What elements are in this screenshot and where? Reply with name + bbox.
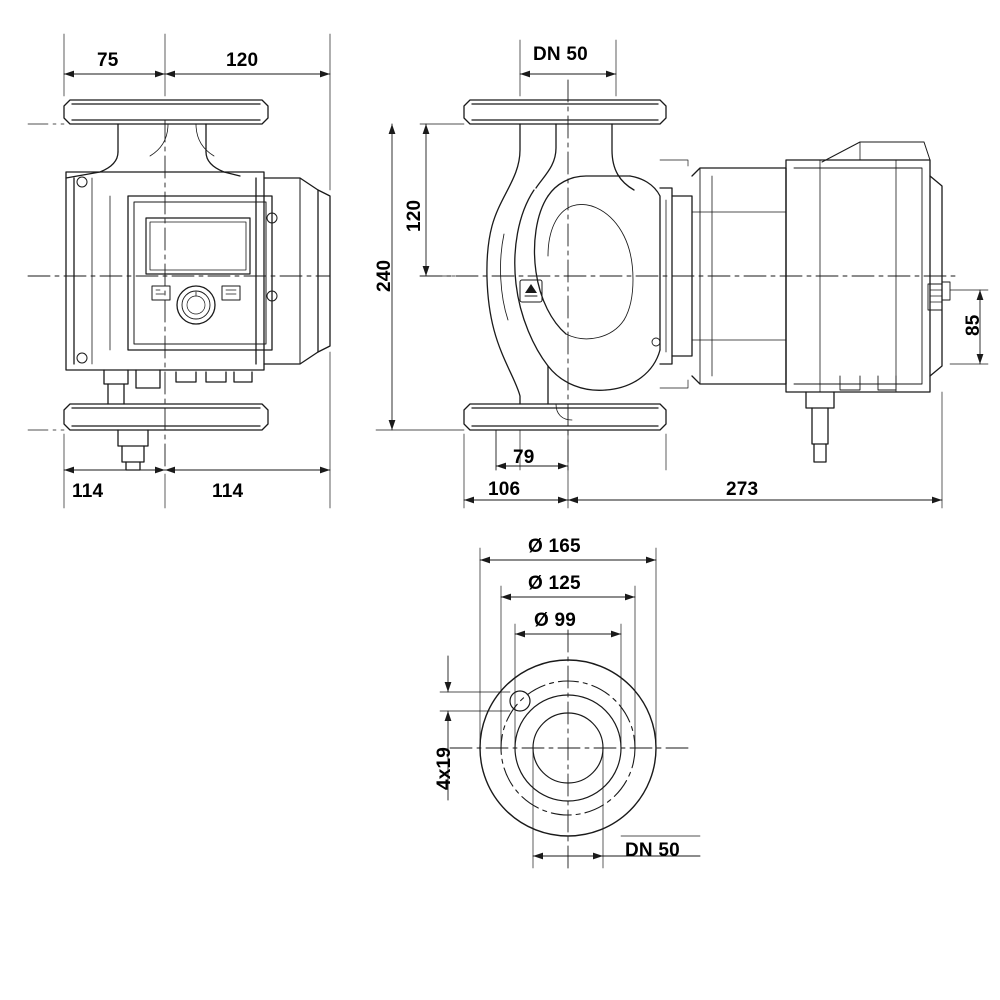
dim-label-flange-bolt-holes: 4x19 xyxy=(434,746,455,790)
dim-label-front-top-left: 75 xyxy=(97,50,119,71)
dim-label-side-length-total: 273 xyxy=(726,479,759,500)
dim-label-flange-bolt-circle: Ø 125 xyxy=(528,573,581,594)
side-view xyxy=(376,40,988,508)
dim-label-side-height-total: 240 xyxy=(374,259,395,292)
dim-label-front-bottom-left: 114 xyxy=(72,481,104,502)
dim-label-front-bottom-right: 114 xyxy=(212,481,244,502)
dim-label-flange-outer-diameter: Ø 165 xyxy=(528,536,581,557)
dim-label-flange-inner-diameter: Ø 99 xyxy=(534,610,576,631)
dim-label-flange-dn50: DN 50 xyxy=(625,840,680,861)
flange-view xyxy=(440,548,700,868)
dim-label-side-depth-short: 79 xyxy=(513,447,535,468)
dim-label-side-height-axis: 85 xyxy=(963,314,984,336)
dim-label-side-dn50: DN 50 xyxy=(533,44,588,65)
dim-label-side-height-upper: 120 xyxy=(404,199,425,232)
front-view xyxy=(28,34,330,508)
dim-label-front-top-right: 120 xyxy=(226,50,259,71)
dim-label-side-depth-flange: 106 xyxy=(488,479,521,500)
